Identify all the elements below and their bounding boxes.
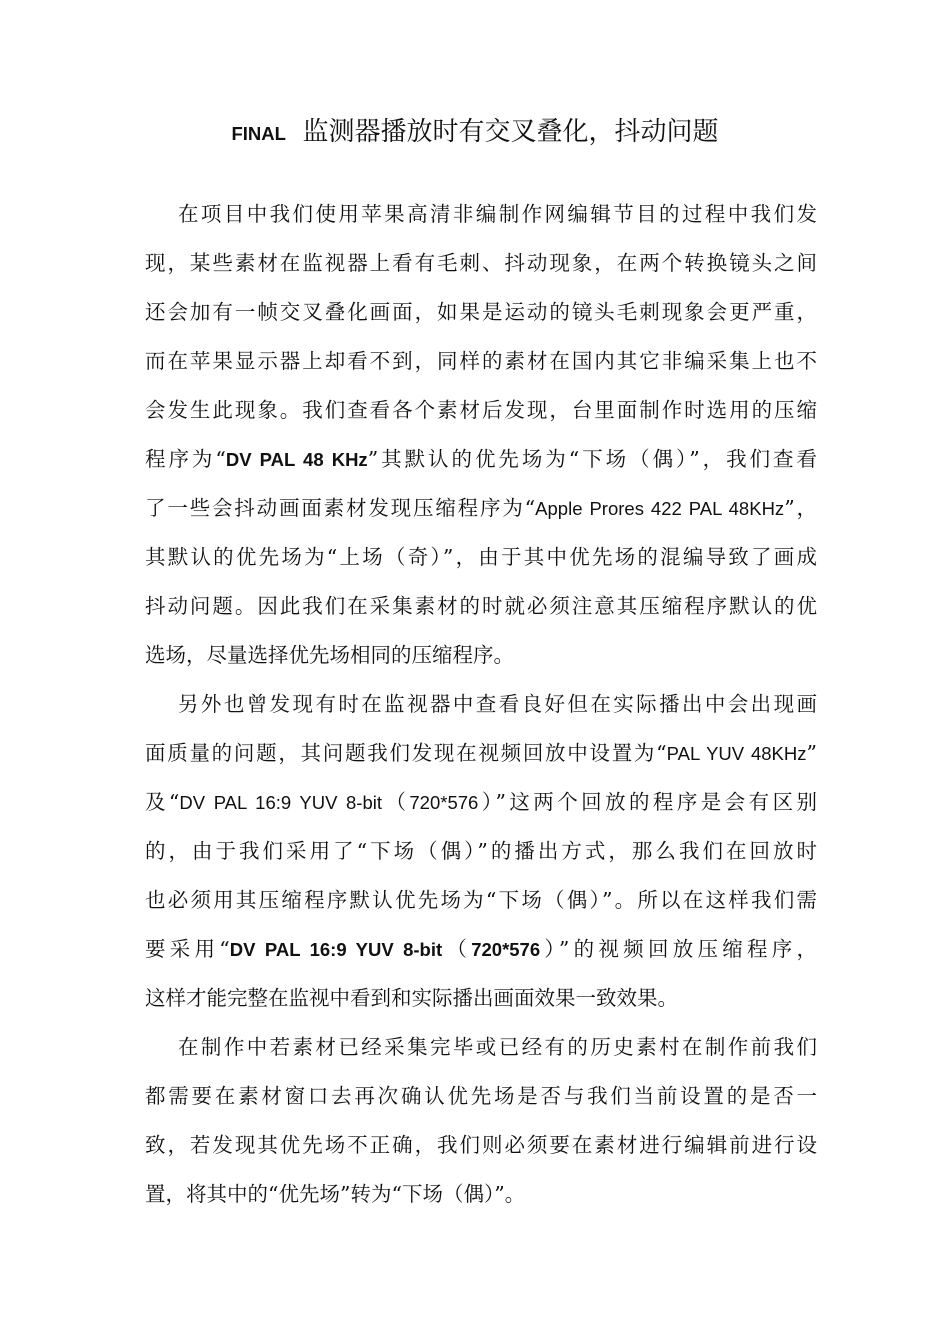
text-line [145,1121,817,1170]
latin-term: 720*576 [409,792,479,813]
text-run: 选场，尽量选择优先场相同的压缩程序。 [145,643,514,667]
document-body [145,190,817,1219]
text-line [145,827,817,876]
title-text: 监测器播放时有交叉叠化，抖动问题 [302,117,719,147]
text-run: 而在苹果显示器上却看不到，同样的素材在国内其它非编采集上也不 [145,349,817,373]
text-line [145,974,817,1023]
text-run: 面质量的问题，其问题我们发现在视频回放中设置为“ [145,741,667,765]
text-line [145,1072,817,1121]
latin-term: DV PAL 16:9 YUV 8-bit [229,939,443,960]
text-line [145,680,817,729]
text-run: ”其默认的优先场为“下场（偶）”，我们查看 [367,447,817,471]
text-line [145,190,817,239]
title-prefix: FINAL [231,123,286,144]
text-run: 致，若发现其优先场不正确，我们则必须要在素材进行编辑前进行设 [145,1133,817,1157]
paragraph [145,1023,817,1219]
text-run: 了一些会抖动画面素材发现压缩程序为“ [145,496,536,520]
text-line [145,386,817,435]
text-run: ）”的视频回放压缩程序， [540,937,818,961]
latin-term: DV PAL 48 KHz [225,449,368,470]
text-line [145,876,817,925]
text-run: （ [382,790,410,814]
text-run: ”， [784,496,818,520]
text-run: 置，将其中的“优先场”转为“下场（偶）”。 [145,1182,526,1206]
text-line [145,729,817,778]
text-run: （ [442,937,472,961]
text-run: 都需要在素材窗口去再次确认优先场是否与我们当前设置的是否一 [145,1084,817,1108]
text-run: 另外也曾发现有时在监视器中查看良好但在实际播出中会出现画 [178,692,817,716]
text-run: 程序为“ [145,447,226,471]
text-run: 在制作中若素材已经采集完毕或已经有的历史素村在制作前我们 [178,1035,817,1059]
text-run: 要采用“ [145,937,230,961]
text-line [145,435,817,484]
text-run: 其默认的优先场为“上场（奇）”，由于其中优先场的混编导致了画成 [145,545,817,569]
text-run: 也必须用其压缩程序默认优先场为“下场（偶）”。所以在这样我们需 [145,888,817,912]
latin-term: DV PAL 16:9 YUV 8-bit [179,792,383,813]
text-line [145,1170,817,1219]
document-title [0,112,950,154]
paragraph [145,680,817,1023]
text-run: 还会加有一帧交叉叠化画面，如果是运动的镜头毛刺现象会更严重， [145,300,817,324]
text-run: 的，由于我们采用了“下场（偶）”的播出方式，那么我们在回放时 [145,839,817,863]
text-line [145,925,817,974]
text-run: 抖动问题。因此我们在采集素材的时就必须注意其压缩程序默认的优 [145,594,817,618]
text-line [145,582,817,631]
paragraph [145,190,817,680]
latin-term: Apple Prores 422 PAL 48KHz [535,498,785,519]
text-run: ” [806,741,817,765]
text-line [145,288,817,337]
text-line [145,778,817,827]
text-run: 这样才能完整在监视中看到和实际播出画面效果一致效果。 [145,986,678,1010]
text-line [145,484,817,533]
text-line [145,1023,817,1072]
text-run: 在项目中我们使用苹果高清非编制作网编辑节目的过程中我们发 [178,202,817,226]
text-line [145,239,817,288]
text-run: ）”这两个回放的程序是会有区别 [478,790,818,814]
text-run: 及“ [145,790,180,814]
latin-term: PAL YUV 48KHz [666,743,807,764]
latin-term: 720*576 [471,939,541,960]
text-run: 会发生此现象。我们查看各个素材后发现，台里面制作时选用的压缩 [145,398,817,422]
text-line [145,533,817,582]
text-run: 现，某些素材在监视器上看有毛刺、抖动现象，在两个转换镜头之间 [145,251,817,275]
text-line [145,337,817,386]
text-line [145,631,817,680]
